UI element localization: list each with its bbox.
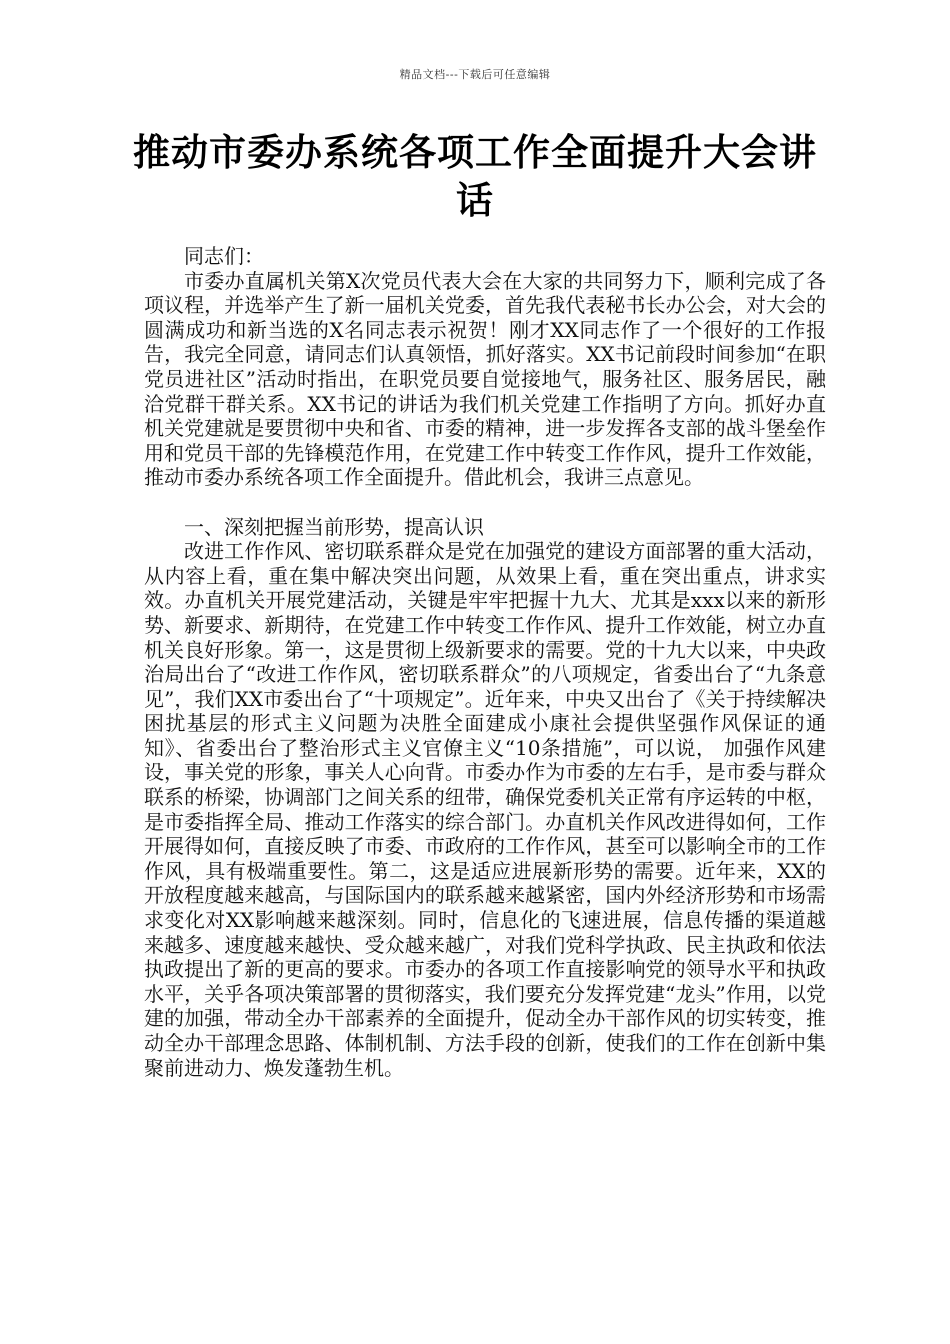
document-title: 推动市委办系统各项工作全面提升大会讲话 — [133, 130, 817, 222]
greeting: 同志们： — [184, 244, 264, 268]
page-header: 精品文档---下载后可任意编辑 — [399, 68, 551, 81]
paragraph-2: 改进工作作风、密切联系群众是党在加强党的建设方面部署的重大活动，从内容上看，重在集中解决突出问题，从效果上看，重在突出重点，讲求实效。办直机关开展党建活动，关键是牢牢把握十九大、尤其是xxx以来的新形势、新要求、新期待，在党建工作中转变工作作风、提升工作效能，树立办直机关良好形象。第一，这是贯彻上级新要求的需要。党的十九大以来，中央政治局出台了“改进工作作风，密切联系群众”的八项规定，省委出台了“九条意见”，我们XX市委出台了“十项规定”。近年来，中央又出台了《关于持续解决困扰基层的形式主义问题为决胜全面建成小康社会提供坚强作风保证的通知》、省委出台了整治形式主义官僚主义“10条措施”，可以说， 加强作风建设，事关党的形象，事关人心向背。市委办作为市委的左右手，是市委与群众联系的桥梁，协调部门之间关系的纽带，确保党委机关正常有序运转的中枢，是市委指挥全局、推动工作落实的综合部门。办直机关作风改进得如何，工作开展得如何，直接反映了市委、市政府的工作作风，甚至可以影响全市的工作作风，具有极端重要性。第二，这是适应进展新形势的需要。近年来，XX的开放程度越来越高，与国际国内的联系越来越紧密，国内外经济形势和市场需求变化对XX影响越来越深刻。同时，信息化的飞速进展，信息传播的渠道越来越多、速度越来越快、受众越来越广，对我们党科学执政、民主执政和依法执政提出了新的更高的要求。市委办的各项工作直接影响党的领导水平和执政水平，关乎各项决策部署的贯彻落实，我们要充分发挥党建“龙头”作用，以党建的加强，带动全办干部素养的全面提升，促动全办干部作风的切实转变，推动全办干部理念思路、体制机制、方法手段的创新，使我们的工作在创新中集聚前进动力、焕发蓬勃生机。 — [144, 539, 826, 1080]
document-body — [144, 244, 826, 1080]
section-1-heading: 一、深刻把握当前形势，提高认识 — [184, 514, 484, 539]
paragraph-1: 市委办直属机关第X次党员代表大会在大家的共同努力下，顺利完成了各项议程，并选举产生了新一届机关党委，首先我代表秘书长办公会，对大会的圆满成功和新当选的X名同志表示祝贺！刚才XX同志作了一个很好的工作报告，我完全同意，请同志们认真领悟，抓好落实。XX书记前段时间参加“在职党员进社区”活动时指出，在职党员要自觉接地气，服务社区、服务居民，融洽党群干群关系。XX书记的讲话为我们机关党建工作指明了方向。抓好办直机关党建就是要贯彻中央和省、市委的精神，进一步发挥各支部的战斗堡垒作用和党员干部的先锋模范作用，在党建工作中转变工作作风，提升工作效能，推动市委办系统各项工作全面提升。借此机会，我讲三点意见。 — [144, 268, 826, 490]
paragraph-spacer — [144, 490, 826, 515]
